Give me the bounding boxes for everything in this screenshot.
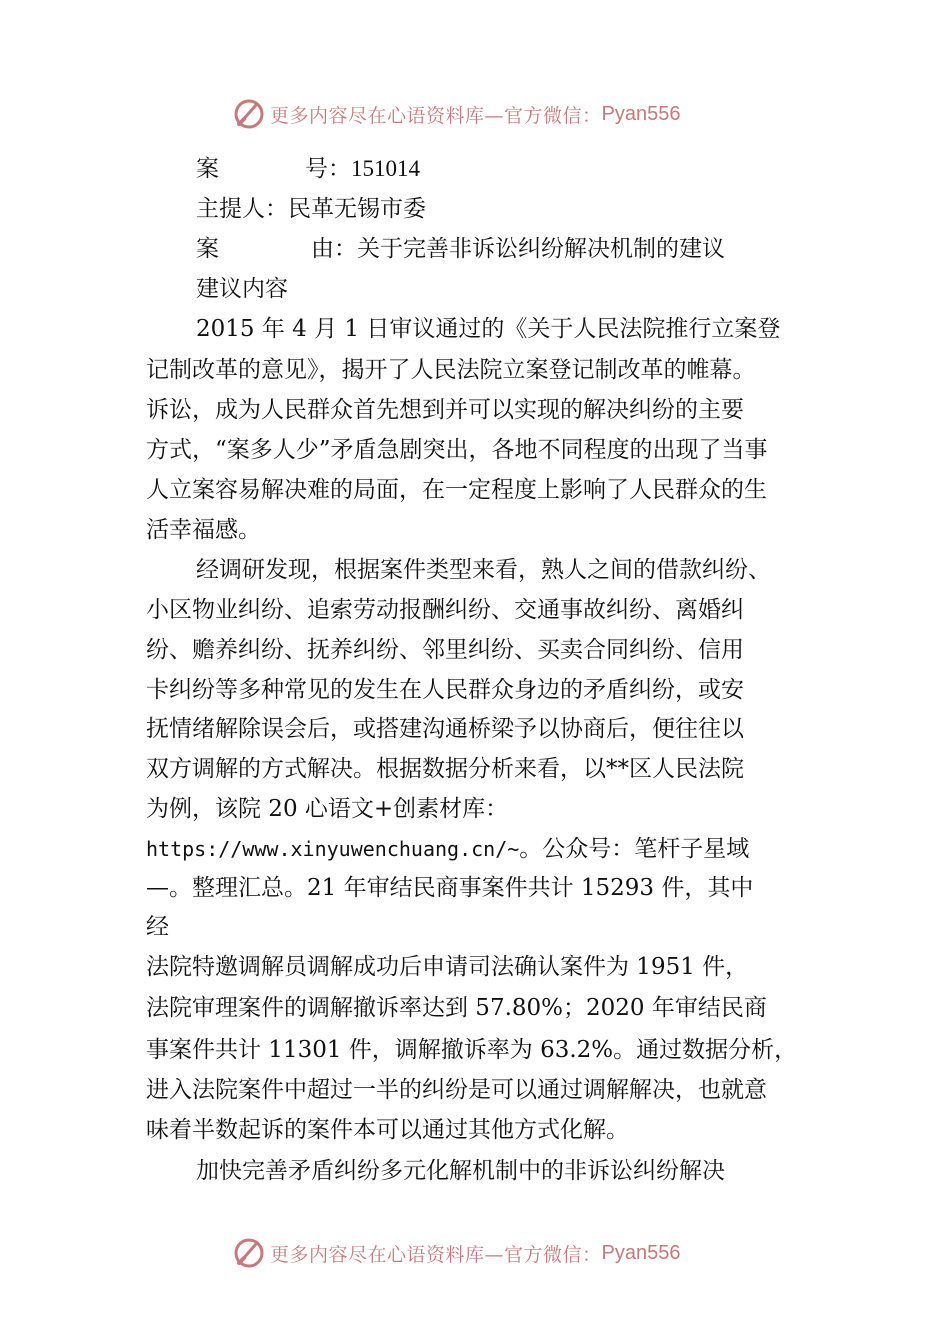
body-line: 经 bbox=[146, 914, 169, 940]
reason-value: 关于完善非诉讼纠纷解决机制的建议 bbox=[357, 236, 725, 262]
section-title: 建议内容 bbox=[196, 276, 288, 302]
body-line: 方式，“案多人少”矛盾急剧突出，各地不同程度的出现了当事 bbox=[146, 437, 768, 463]
body-line: 抚情绪解除误会后，或搭建沟通桥梁予以协商后，便往往以 bbox=[146, 716, 744, 742]
body-line: 味着半数起诉的案件本可以通过其他方式化解。 bbox=[146, 1117, 629, 1143]
footer-banner bbox=[232, 1236, 680, 1270]
body-line: 法院审理案件的调解撤诉率达到 57.80%；2020 年审结民商 bbox=[146, 995, 767, 1021]
proposer-label: 主提人： bbox=[196, 196, 288, 222]
body-line: 纷、赡养纠纷、抚养纠纷、邻里纠纷、买卖合同纠纷、信用 bbox=[146, 637, 744, 663]
pen-logo-icon bbox=[232, 97, 266, 131]
body-line: 小区物业纠纷、追索劳动报酬纠纷、交通事故纠纷、离婚纠 bbox=[146, 597, 744, 623]
case-number-label-a: 案 bbox=[196, 156, 219, 182]
banner-text: 更多内容尽在心语资料库—官方微信： bbox=[270, 104, 602, 127]
body-line: 卡纠纷等多种常见的发生在人民群众身边的矛盾纠纷，或安 bbox=[146, 677, 744, 703]
body-line: 为例，该院 20 心语文+创素材库： bbox=[146, 796, 509, 822]
url-text: https://www.xinyuwenchuang.cn/~ bbox=[146, 837, 520, 861]
header-banner bbox=[232, 97, 680, 131]
reason-label-a: 案 bbox=[196, 236, 219, 262]
body-line: 双方调解的方式解决。根据数据分析来看，以**区人民法院 bbox=[146, 756, 744, 782]
case-number-value: 151014 bbox=[351, 156, 420, 181]
body-line: 记制改革的意见》，揭开了人民法院立案登记制改革的帷幕。 bbox=[146, 357, 756, 383]
body-line: 法院特邀调解员调解成功后申请司法确认案件为 1951 件， bbox=[146, 954, 749, 980]
reason-label-b: 由： bbox=[311, 236, 357, 262]
body-line-url bbox=[146, 829, 749, 869]
body-line: 进入法院案件中超过一半的纠纷是可以通过调解解决，也就意 bbox=[146, 1077, 767, 1103]
banner-wechat-id: Pyan556 bbox=[601, 1241, 681, 1264]
url-trailing-text: 。公众号：笔杆子星域 bbox=[519, 836, 750, 862]
case-number-label-b: 号： bbox=[305, 156, 351, 182]
pen-logo-icon bbox=[232, 1236, 266, 1270]
body-line: 诉讼，成为人民群众首先想到并可以实现的解决纠纷的主要 bbox=[146, 397, 744, 423]
body-line: 加快完善矛盾纠纷多元化解机制中的非诉讼纠纷解决 bbox=[196, 1158, 725, 1184]
case-number-row bbox=[196, 149, 420, 189]
body-line: 事案件共计 11301 件，调解撤诉率为 63.2%。通过数据分析， bbox=[146, 1037, 798, 1063]
body-line: —。整理汇总。21 年审结民商事案件共计 15293 件，其中 bbox=[146, 875, 754, 901]
body-line: 经调研发现，根据案件类型来看，熟人之间的借款纠纷、 bbox=[196, 557, 771, 583]
proposer-row bbox=[196, 189, 426, 229]
body-line: 人立案容易解决难的局面，在一定程度上影响了人民群众的生 bbox=[146, 477, 767, 503]
reason-row bbox=[196, 229, 725, 269]
proposer-value: 民革无锡市委 bbox=[288, 196, 426, 222]
body-line: 2015 年 4 月 1 日审议通过的《关于人民法院推行立案登 bbox=[196, 316, 781, 342]
banner-wechat-id: Pyan556 bbox=[601, 102, 681, 125]
body-line: 活幸福感。 bbox=[146, 517, 261, 543]
banner-text: 更多内容尽在心语资料库—官方微信： bbox=[270, 1243, 602, 1266]
